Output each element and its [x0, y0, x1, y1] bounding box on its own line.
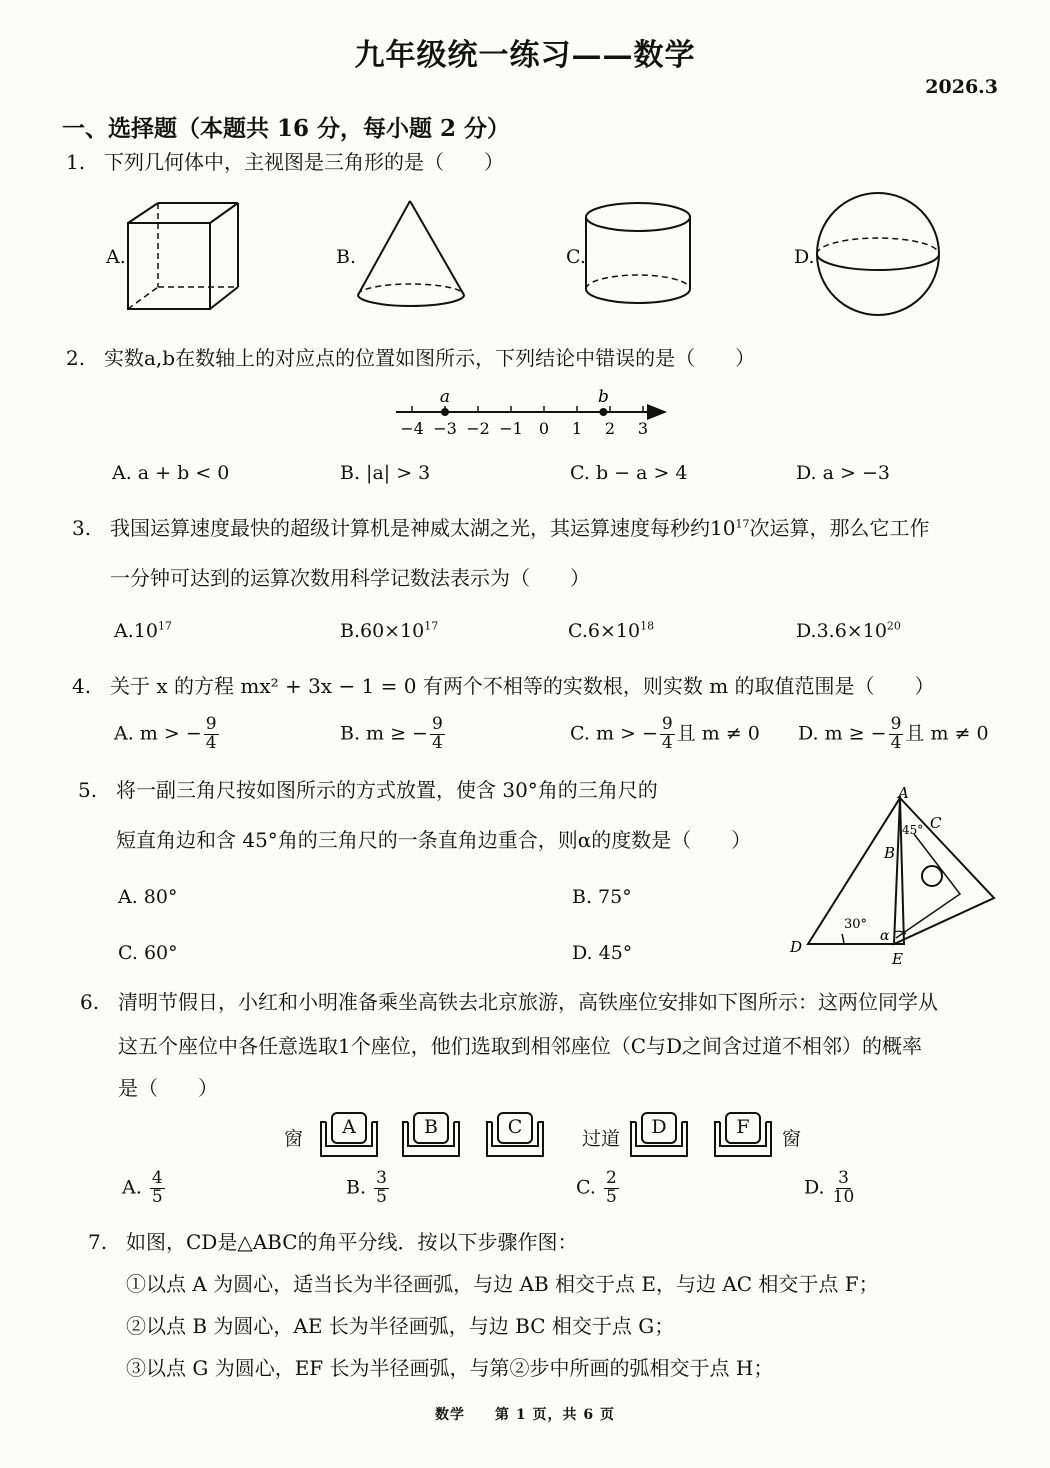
triangle-rulers-figure [784, 782, 1004, 972]
window-label-right: 窗 [782, 1128, 802, 1150]
question-number: 2. [66, 346, 86, 370]
page-footer: 数学 第 1 页，共 6 页 [435, 1407, 615, 1423]
point-a-label: a [439, 387, 451, 407]
q2-option-a: A. a + b < 0 [112, 462, 230, 484]
question-2 [66, 348, 755, 368]
label-E: E [892, 950, 903, 968]
angle-30: 30° [844, 917, 868, 932]
question-stem: 如图，CD是△ABC的角平分线．按以下步骤作图： [126, 1230, 578, 1254]
question-4 [72, 676, 935, 696]
page-title: 九年级统一练习——数学 [354, 38, 696, 73]
q4-option-c: C. m > − $\frac{9}{4}$ 且 m ≠ 0 [570, 714, 760, 753]
point-b-label: b [597, 387, 609, 407]
q6-line-2: 这五个座位中各任意选取1个座位，他们选取到相邻座位（C与D之间含过道不相邻）的概率 [118, 1034, 923, 1058]
section-title: 一、选择题（本题共 16 分，每小题 2 分） [62, 115, 511, 142]
question-number: 6. [80, 990, 100, 1014]
question-5 [78, 780, 658, 800]
q5-option-d: D. 45° [572, 942, 633, 964]
cube-figure [120, 195, 245, 320]
q6-option-d: D. $\frac{3}{10}$ [804, 1168, 855, 1207]
question-7 [88, 1232, 578, 1252]
seat-d: D [628, 1110, 690, 1160]
number-line [390, 386, 680, 446]
q1-label-b: B. [336, 246, 357, 268]
label-C: C [930, 814, 942, 832]
question-stem-cont: 次运算，那么它工作 [749, 516, 930, 540]
q3-line-2: 一分钟可达到的运算次数用科学记数法表示为（ ） [110, 566, 590, 590]
question-stem: 关于 x 的方程 mx² + 3x − 1 = 0 有两个不相等的实数根，则实数 m 的取值范围是（ ） [110, 674, 935, 698]
question-stem: 实数a,b在数轴上的对应点的位置如图所示，下列结论中错误的是（ ） [104, 346, 756, 370]
q1-label-d: D. [794, 246, 815, 268]
q7-step-1: ①以点 A 为圆心，适当长为半径画弧，与边 AB 相交于点 E，与边 AC 相交于点 F； [126, 1272, 879, 1296]
q7-step-3: ③以点 G 为圆心，EF 长为半径画弧，与第②步中所画的弧相交于点 H； [126, 1356, 774, 1380]
question-stem: 将一副三角尺按如图所示的方式放置，使含 30°角的三角尺的 [116, 778, 658, 802]
axis-tick-label: 0 [538, 419, 550, 438]
ruler-hole [922, 866, 942, 886]
exponent: 17 [735, 517, 750, 531]
question-1 [66, 152, 504, 172]
q2-option-b: B. |a| > 3 [340, 462, 431, 484]
axis-tick-label: −2 [466, 419, 490, 438]
question-number: 3. [72, 516, 92, 540]
question-stem: 我国运算速度最快的超级计算机是神威太湖之光，其运算速度每秒约10 [110, 516, 736, 540]
label-B: B [884, 844, 896, 862]
q7-step-2: ②以点 B 为圆心，AE 长为半径画弧，与边 BC 相交于点 G； [126, 1314, 675, 1338]
q2-option-d: D. a > −3 [796, 462, 890, 484]
window-label-left: 窗 [284, 1128, 304, 1150]
q5-option-c: C. 60° [118, 942, 178, 964]
question-3 [72, 518, 929, 538]
label-D: D [790, 938, 803, 956]
q1-label-a: A. [106, 246, 126, 268]
question-number: 4. [72, 674, 92, 698]
angle-45: 45° [902, 823, 924, 837]
q6-option-a: A. $\frac{4}{5}$ [122, 1168, 163, 1207]
seat-f: F [712, 1110, 774, 1160]
q6-option-b: B. $\frac{3}{5}$ [346, 1168, 387, 1207]
q4-option-d: D. m ≥ − $\frac{9}{4}$ 且 m ≠ 0 [798, 714, 989, 753]
axis-tick-label: −3 [433, 419, 457, 438]
q2-option-c: C. b − a > 4 [570, 462, 688, 484]
q3-option-a: $A.10^{17}$ [114, 619, 172, 642]
q3-option-b: $B.60\times 10^{17}$ [340, 619, 439, 642]
seat-a: A [318, 1110, 380, 1160]
angle-alpha: α [880, 928, 890, 944]
axis-tick-label: −4 [400, 419, 424, 438]
question-stem: 下列几何体中，主视图是三角形的是（ ） [104, 150, 504, 174]
q5-option-b: B. 75° [572, 886, 632, 908]
q3-option-d: $D.3.6\times 10^{20}$ [796, 619, 901, 642]
axis-tick-label: 3 [637, 419, 649, 438]
q5-option-a: A. 80° [118, 886, 178, 908]
aisle-label: 过道 [582, 1128, 621, 1150]
question-number: 1. [66, 150, 86, 174]
exam-date: 2026.3 [925, 76, 998, 98]
q6-option-c: C. $\frac{2}{5}$ [576, 1168, 617, 1207]
axis-tick-label: 2 [604, 419, 616, 438]
axis-tick-label: 1 [571, 419, 583, 438]
question-stem: 清明节假日，小红和小明准备乘坐高铁去北京旅游，高铁座位安排如下图所示：这两位同学从 [118, 990, 938, 1014]
seat-c: C [484, 1110, 546, 1160]
q4-option-b: B. m ≥ − $\frac{9}{4}$ [340, 714, 443, 753]
cylinder-figure [582, 195, 697, 315]
point-a [441, 408, 449, 416]
q4-option-a: A. m > − $\frac{9}{4}$ [114, 714, 217, 753]
point-b [599, 408, 607, 416]
q1-label-c: C. [566, 246, 586, 268]
sphere-figure [812, 190, 947, 320]
label-A: A [898, 784, 909, 802]
question-number: 7. [88, 1230, 108, 1254]
ruler-45deg [894, 798, 994, 944]
question-6 [80, 992, 938, 1012]
axis-tick-label: −1 [499, 419, 523, 438]
cone-figure [352, 195, 472, 310]
seat-b: B [400, 1110, 462, 1160]
q3-option-c: $C.6\times 10^{18}$ [568, 619, 655, 642]
question-number: 5. [78, 778, 98, 802]
q5-line-2: 短直角边和含 45°角的三角尺的一条直角边重合，则α的度数是（ ） [116, 828, 752, 852]
q6-line-3: 是（ ） [118, 1076, 218, 1100]
